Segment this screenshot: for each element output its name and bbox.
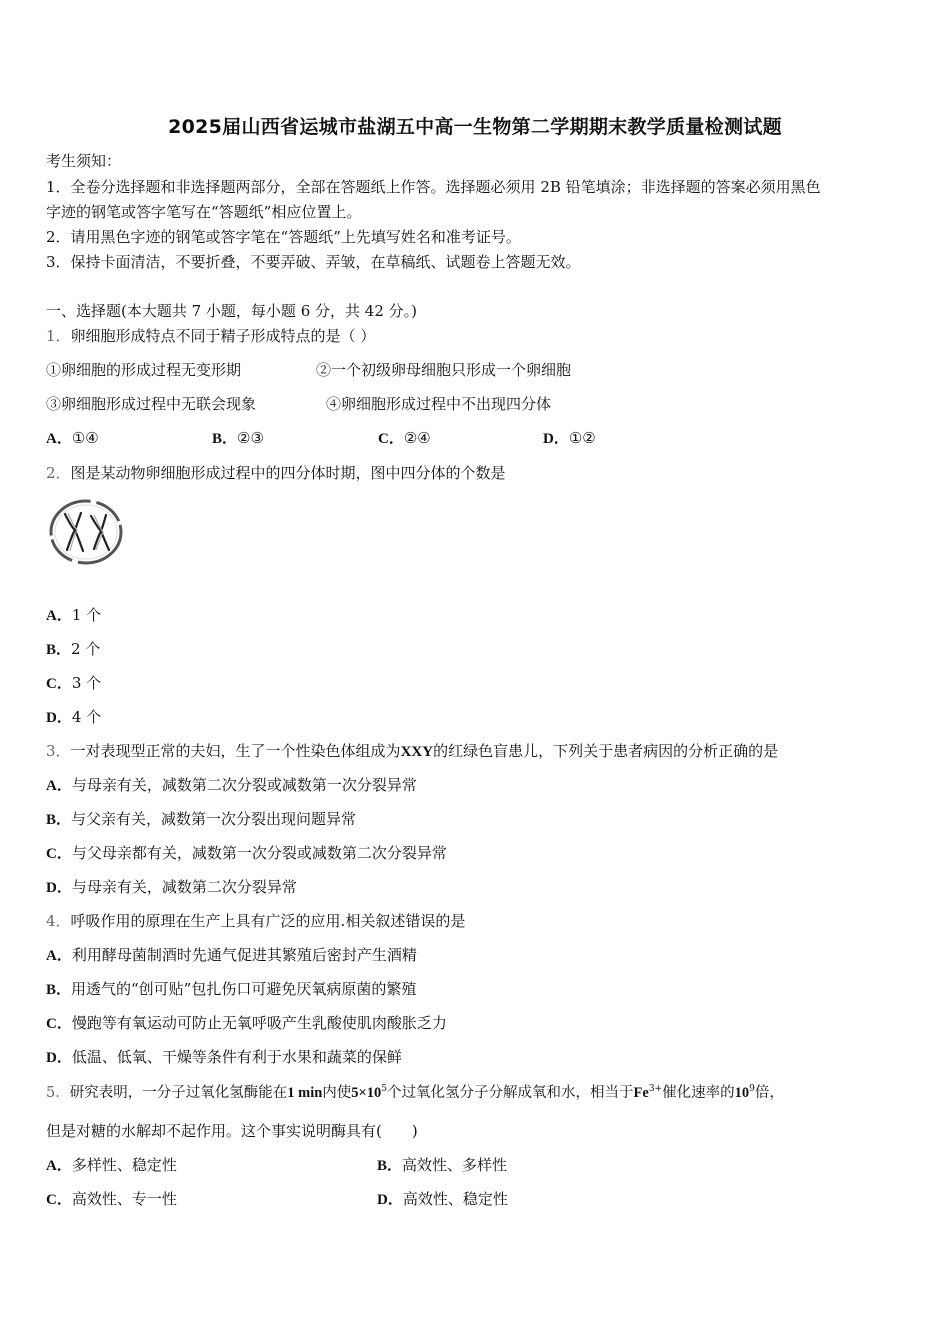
q5-option-c[interactable] — [46, 1189, 177, 1210]
superscript: 3+ — [648, 1084, 663, 1094]
q5-option-b[interactable] — [377, 1155, 507, 1176]
option-label: C． — [46, 846, 72, 862]
question-number: 3． — [46, 742, 71, 760]
option-label: B． — [46, 812, 72, 828]
option-text: 与父亲有关，减数第一次分裂出现问题异常 — [71, 810, 357, 828]
notice-heading: 考生须知： — [46, 152, 122, 170]
question-text-bold: XXY — [400, 744, 434, 760]
q4-option-a[interactable] — [46, 945, 417, 966]
option-label: C． — [378, 431, 404, 447]
section-heading: 一、选择题(本大题共 7 小题，每小题 6 分，共 42 分。) — [46, 302, 417, 320]
option-text: 高效性、多样性 — [402, 1156, 508, 1174]
option-label: B． — [46, 982, 72, 998]
question-text: 倍， — [754, 1085, 784, 1101]
page-title: 2025届山西省运城市盐湖五中高一生物第二学期期末教学质量检测试题 — [168, 116, 782, 138]
option-label: C． — [46, 1016, 72, 1032]
q2-option-d[interactable] — [46, 707, 101, 728]
question-text-bold: 5×10 — [351, 1085, 382, 1101]
question-text: 个过氧化氢分子分解成氧和水，相当于 — [387, 1085, 634, 1101]
option-label: A． — [46, 608, 72, 624]
option-text: 高效性、稳定性 — [402, 1190, 508, 1208]
option-text: 1 个 — [71, 606, 102, 624]
question-text-bold: Fe — [633, 1085, 649, 1101]
notice-item-1: 1．全卷分选择题和非选择题两部分，全部在答题纸上作答。选择题必须用 2B 铅笔填涂；非选择题的答案必须用黑色 — [46, 178, 821, 196]
option-label: A． — [46, 1158, 72, 1174]
question-text: 一对表现型正常的夫妇，生了一个性染色体组成为 — [70, 742, 401, 760]
question-4-stem — [46, 911, 465, 931]
option-text: 利用酵母菌制酒时先通气促进其繁殖后密封产生酒精 — [71, 946, 417, 964]
q3-option-a[interactable] — [46, 775, 417, 796]
option-text: 高效性、专一性 — [71, 1190, 177, 1208]
option-label: B． — [46, 642, 72, 658]
option-text: 与母亲有关，减数第二次分裂异常 — [71, 878, 297, 896]
q3-option-b[interactable] — [46, 809, 356, 830]
option-label: D． — [46, 1050, 72, 1066]
q4-option-d[interactable] — [46, 1047, 402, 1068]
question-number: 4． — [46, 912, 71, 930]
q1-statement-4: ④卵细胞形成过程中不出现四分体 — [326, 395, 552, 413]
q1-option-b[interactable] — [212, 428, 264, 449]
option-label: D． — [543, 431, 569, 447]
q1-option-a[interactable] — [46, 428, 99, 449]
superscript: 9 — [749, 1084, 755, 1094]
option-text: 3 个 — [71, 674, 102, 692]
question-text: 的红绿色盲患儿，下列关于患者病因的分析正确的是 — [433, 742, 779, 760]
option-text: 多样性、稳定性 — [71, 1156, 177, 1174]
notice-item-1-cont: 字迹的钢笔或答字笔写在“答题纸”相应位置上。 — [46, 203, 362, 221]
question-text: 呼吸作用的原理在生产上具有广泛的应用.相关叙述错误的是 — [70, 912, 466, 930]
notice-item-3: 3．保持卡面清洁，不要折叠，不要弄破、弄皱，在草稿纸、试题卷上答题无效。 — [46, 253, 581, 271]
q1-statement-3: ③卵细胞形成过程中无联会现象 — [46, 395, 257, 413]
superscript: 5 — [381, 1084, 388, 1094]
option-label: D． — [46, 880, 72, 896]
q2-option-c[interactable] — [46, 673, 101, 694]
question-number: 2． — [46, 464, 71, 482]
tetrad-cell-figure — [48, 497, 124, 567]
question-text-bold: 10 — [734, 1085, 750, 1101]
q5-option-d[interactable] — [377, 1189, 508, 1210]
option-text: 低温、低氧、干燥等条件有利于水果和蔬菜的保鲜 — [71, 1048, 402, 1066]
q1-option-d[interactable] — [543, 428, 596, 449]
option-label: B． — [377, 1158, 403, 1174]
question-2-stem — [46, 463, 506, 483]
q1-option-c[interactable] — [378, 428, 431, 449]
question-3-stem — [46, 741, 778, 762]
q2-option-b[interactable] — [46, 639, 100, 660]
option-text: 与父母亲都有关，减数第一次分裂或减数第二次分裂异常 — [71, 844, 447, 862]
q2-option-a[interactable] — [46, 605, 101, 626]
question-text: 内使 — [322, 1085, 352, 1101]
question-text: 催化速率的 — [662, 1085, 735, 1101]
q5-option-a[interactable] — [46, 1155, 177, 1176]
option-text: ①② — [568, 429, 596, 447]
option-label: A． — [46, 948, 72, 964]
q3-option-d[interactable] — [46, 877, 297, 898]
question-number: 1． — [46, 327, 71, 345]
question-text-bold: 1 min — [287, 1085, 323, 1101]
question-text: 图是某动物卵细胞形成过程中的四分体时期，图中四分体的个数是 — [70, 464, 506, 482]
question-number: 5． — [46, 1085, 70, 1101]
option-text: 慢跑等有氧运动可防止无氧呼吸产生乳酸使肌肉酸胀乏力 — [71, 1014, 447, 1032]
option-label: A． — [46, 778, 72, 794]
q3-option-c[interactable] — [46, 843, 447, 864]
question-text: 卵细胞形成特点不同于精子形成特点的是（ ） — [70, 327, 376, 345]
question-text: 研究表明，一分子过氧化氢酶能在 — [69, 1085, 288, 1101]
option-text: 2 个 — [71, 640, 101, 658]
option-label: D． — [46, 710, 72, 726]
q4-option-b[interactable] — [46, 979, 416, 1000]
q4-option-c[interactable] — [46, 1013, 447, 1034]
notice-item-2: 2．请用黑色字迹的钢笔或答字笔在“答题纸”上先填写姓名和准考证号。 — [46, 228, 521, 246]
question-5-stem-cont: 但是对糖的水解却不起作用。这个事实说明酶具有( ) — [46, 1122, 418, 1140]
option-text: ②④ — [403, 429, 431, 447]
q1-statement-2: ②一个初级卵母细胞只形成一个卵细胞 — [316, 361, 572, 379]
option-text: 4 个 — [71, 708, 102, 726]
option-label: C． — [46, 1192, 72, 1208]
option-text: ②③ — [237, 429, 264, 447]
q1-statement-1: ①卵细胞的形成过程无变形期 — [46, 361, 242, 379]
question-1-stem — [46, 326, 375, 346]
option-text: 用透气的“创可贴”包扎伤口可避免厌氧病原菌的繁殖 — [71, 980, 417, 998]
option-label: D． — [377, 1192, 403, 1208]
option-label: C． — [46, 676, 72, 692]
question-5-stem — [46, 1083, 784, 1103]
option-text: ①④ — [71, 429, 99, 447]
option-label: A． — [46, 431, 72, 447]
option-label: B． — [212, 431, 238, 447]
option-text: 与母亲有关，减数第二次分裂或减数第一次分裂异常 — [71, 776, 417, 794]
